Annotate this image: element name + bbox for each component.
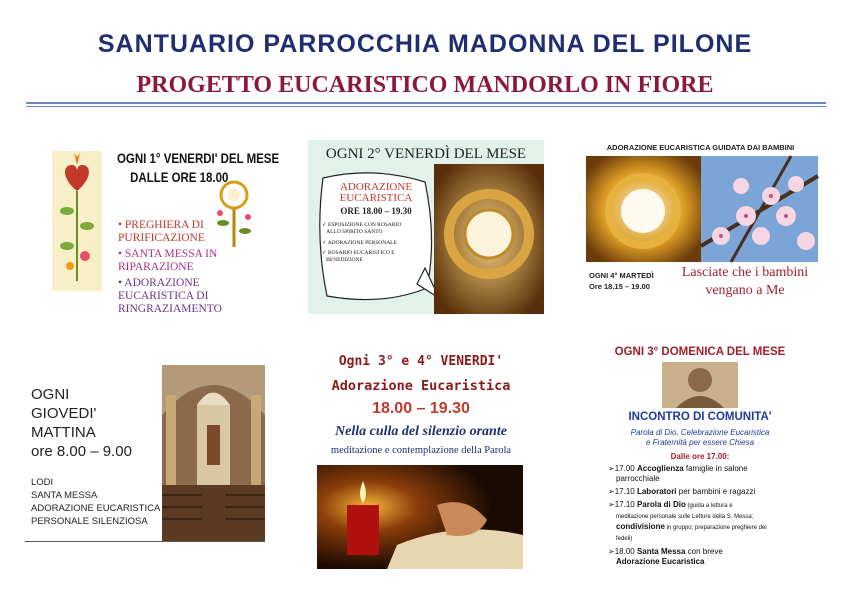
panel6-item4-time: 18.00 — [614, 547, 635, 556]
panel6-item2-rest: per bambini e ragazzi — [676, 487, 756, 496]
panel4-line2: GIOVEDI' — [31, 405, 97, 422]
panel6-item4-l2: Adorazione Eucaristica — [616, 557, 705, 566]
panel5-subheading: Adorazione Eucaristica — [331, 378, 511, 394]
almond-blossom-photo — [701, 156, 818, 262]
candle-bible-photo — [317, 465, 523, 569]
monstrance-photo — [434, 164, 544, 314]
panel1-item3-line2: EUCARISTICA DI — [118, 290, 209, 302]
panel4-line1: OGNI — [31, 386, 70, 403]
panel6-item3-extra-l2: fedeli) — [616, 536, 633, 542]
panel2-list-item1-l1: ESPOSIZIONE CON ROSARIO — [327, 222, 402, 228]
panel1-item3-line3: RINGRAZIAMENTO — [118, 303, 222, 315]
panel2-list-item: ✓ ESPOSIZIONE CON ROSARIO ALLO SPIRITO SANTO — [322, 222, 402, 235]
panel4-item-adoration: ADORAZIONE EUCARISTICA — [31, 503, 161, 514]
panel6-item3-bold: Parola di Dio — [636, 500, 686, 509]
panel4-heading — [31, 385, 132, 461]
sacred-heart-icon — [52, 151, 102, 291]
panel4-item-silent: PERSONALE SILENZIOSA — [31, 516, 148, 527]
panel4-line3: MATTINA — [31, 424, 96, 441]
christ-icon-image — [662, 362, 738, 408]
panel4-list — [31, 476, 160, 528]
panel1-heading-line1: OGNI 1° VENERDI' DEL MESE — [117, 150, 280, 166]
panel4-item-lodi: LODI — [31, 477, 54, 488]
panel-third-sunday — [606, 342, 794, 574]
panel6-item2-bold: Laboratori — [636, 487, 677, 496]
panel6-item1-l2: parrocchiale — [616, 474, 660, 483]
panel6-item1-bold: Accoglienza — [636, 464, 684, 473]
panel1-heading-line2: DALLE ORE 18.00 — [130, 169, 229, 185]
panel1-item-purification — [118, 219, 253, 245]
panel2-list-item: ✓ ADORAZIONE PERSONALE — [322, 240, 397, 246]
church-interior-photo — [162, 365, 265, 541]
panel2-heading: OGNI 2° VENERDÌ DEL MESE — [325, 146, 527, 162]
panel6-item1-rest: famiglie in salone — [683, 464, 748, 473]
panel3-day: OGNI 4° MARTEDÌ — [589, 271, 654, 280]
panel6-item1-time: 17.00 — [614, 464, 635, 473]
panel1-item-mass — [118, 248, 253, 274]
panel6-item3-time: 17.10 — [614, 500, 635, 509]
panel6-item4-rest: con breve — [685, 547, 723, 556]
panel6-schedule-list — [608, 464, 794, 567]
header-divider-thin — [26, 106, 826, 107]
panel5-time: 18.00 – 19.30 — [372, 400, 470, 417]
panel6-desc — [606, 428, 794, 448]
panel1-item1-line2: PURIFICAZIONE — [118, 232, 205, 244]
panel2-bubble-title — [316, 182, 436, 204]
panel3-quote-l2: vengano a Me — [705, 283, 785, 298]
panel-third-fourth-friday — [297, 348, 545, 576]
panel6-item2-time: 17.10 — [614, 487, 635, 496]
panel6-item4-bold: Santa Messa — [636, 547, 686, 556]
header-divider — [26, 102, 826, 104]
panel2-list-item1-l2: ALLO SPIRITO SANTO — [326, 229, 383, 235]
panel6-item3-rest: (guida a lettura e — [685, 503, 733, 509]
panel-first-friday — [52, 145, 280, 320]
panel-children-adoration — [583, 140, 818, 308]
panel5-motto: Nella culla del silenzio orante — [335, 424, 507, 439]
page-title: SANTUARIO PARROCCHIA MADONNA DEL PILONE — [97, 30, 753, 58]
panel-second-friday — [308, 140, 544, 314]
panel3-heading: ADORAZIONE EUCARISTICA GUIDATA DAI BAMBINI — [606, 143, 795, 152]
panel6-desc-l1: Parola di Dio, Celebrazione Eucaristica — [630, 428, 770, 437]
panel6-title: INCONTRO DI COMUNITA' — [628, 411, 772, 423]
panel1-item3-line1: • ADORAZIONE — [118, 277, 200, 289]
panel3-schedule — [589, 270, 654, 292]
panel6-heading: OGNI 3° DOMENICA DEL MESE — [614, 346, 786, 358]
panel2-list — [322, 222, 432, 264]
panel2-list-item2-l1: ADORAZIONE PERSONALE — [327, 240, 397, 246]
panel2-bubble-title-l1: ADORAZIONE — [339, 181, 413, 193]
panel6-item3-extra-bold: condivisione — [616, 522, 665, 531]
panel1-item2-line2: RIPARAZIONE — [118, 261, 194, 273]
panel2-list-item: ✓ ROSARIO EUCARISTICO E BENEDIZIONE — [322, 250, 395, 263]
panel3-time: Ore 18.15 – 19.00 — [589, 282, 650, 291]
panel5-heading: Ogni 3° e 4° VENERDI' — [338, 354, 504, 369]
panel2-list-item3-l2: BENEDIZIONE — [326, 257, 363, 263]
panel5-caption: meditazione e contemplazione della Parola — [330, 445, 512, 456]
panel2-list-item3-l1: ROSARIO EUCARISTICO E — [327, 250, 395, 256]
panel6-item3-l2: meditazione personale sulle Letture della S. Messa; — [616, 514, 754, 520]
page-subtitle: PROGETTO EUCARISTICO MANDORLO IN FIORE — [136, 72, 714, 98]
panel1-item2-line1: • SANTA MESSA IN — [118, 248, 218, 260]
panel4-item-mass: SANTA MESSA — [31, 490, 98, 501]
panel-thursday — [25, 365, 265, 542]
panel6-item: ➢17.10 Parola di Dio (guida a lettura e meditazione personale sulle Letture della S. Messa; condivisione in gruppo; preparazione preghiere dei fedeli) — [608, 500, 767, 542]
panel2-bubble-time: ORE 18.00 – 19.30 — [340, 206, 412, 216]
panel1-heading — [117, 149, 280, 187]
panel6-item: ➢17.10 Laboratori per bambini e ragazzi — [608, 487, 756, 496]
panel6-desc-l2: e Fraternità per essere Chiesa — [645, 438, 755, 447]
panel3-quote-l1: Lasciate che i bambini — [681, 265, 809, 280]
panel6-item: ➢17.00 Accoglienza famiglie in salone parrocchiale — [608, 464, 748, 483]
panel1-item-adoration — [118, 277, 253, 316]
panel1-item1-line1: • PREGHIERA DI — [118, 219, 204, 231]
panel4-line4: ore 8.00 – 9.00 — [31, 443, 132, 460]
panel6-from: Dalle ore 17.00: — [670, 452, 730, 461]
panel6-item3-extra-rest: in gruppo; preparazione preghiere dei — [664, 525, 767, 531]
panel2-bubble-title-l2: EUCARISTICA — [339, 192, 413, 204]
panel6-item: ➢18.00 Santa Messa con breve Adorazione Eucaristica — [608, 547, 723, 566]
panel3-quote — [675, 264, 815, 300]
monstrance-gold-photo — [586, 156, 701, 262]
